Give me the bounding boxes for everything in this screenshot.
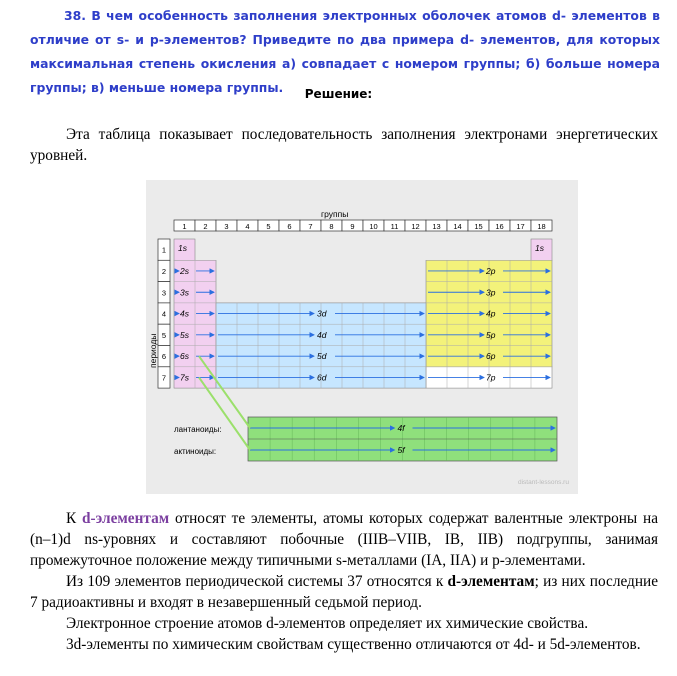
group-number: 6	[287, 222, 292, 231]
group-number: 13	[432, 222, 441, 231]
period-number: 7	[161, 373, 167, 383]
f-label: 5f	[397, 445, 405, 455]
period-number: 3	[161, 288, 167, 298]
watermark: distant-lessons.ru	[518, 479, 569, 486]
period-number: 4	[161, 309, 167, 319]
p-label: 7p	[486, 372, 496, 383]
group-number: 12	[411, 222, 420, 231]
solution-heading: Решение:	[304, 87, 373, 101]
group-number: 1	[182, 222, 187, 231]
p2-after: ; из них последние 7 радиоактивны и входят в незавершенный седьмой период.	[30, 573, 658, 611]
p-label: 3p	[486, 287, 496, 298]
lanthanides-label: лантаноиды:	[174, 425, 222, 434]
intro-paragraph	[30, 124, 658, 166]
paragraph-structure	[30, 613, 658, 634]
group-number: 4	[245, 222, 250, 231]
task-text: 38. В чем особенность заполнения электронных оболочек атомов d- элементов в отличие от s- и p-элементов? Приведите по два примера d- элементов, для которых максимальная степень окисления а) совпадает с номером группы; б) больше номера группы; в) меньше номера группы.	[30, 8, 660, 95]
s-label: 1s	[535, 243, 544, 253]
d-label: 3d	[317, 308, 327, 319]
group-number: 2	[203, 222, 208, 231]
paragraph-count	[30, 571, 658, 613]
s-label: 1s	[178, 243, 187, 253]
intro-text: Эта таблица показывает последовательность заполнения электронами энергетических уровней.	[30, 126, 658, 164]
actinides-label: актиноиды:	[174, 447, 217, 456]
p-label: 6p	[486, 351, 496, 362]
group-number: 3	[224, 222, 229, 231]
p3-text: Электронное строение атомов d-элементов определяет их химические свойства.	[66, 615, 589, 632]
s-label: 4s	[180, 308, 189, 319]
group-number: 7	[308, 222, 313, 231]
s-label: 5s	[180, 329, 189, 340]
p4-text: 3d-элементы по химическим свойствам существенно отличаются от 4d- и 5d-элементов.	[66, 636, 641, 653]
paragraph-3d	[30, 634, 658, 655]
group-number: 8	[329, 222, 334, 231]
p1-before: К	[66, 510, 83, 527]
groups-label: группы	[321, 209, 349, 219]
group-number: 5	[266, 222, 271, 231]
d-label: 6d	[317, 372, 327, 383]
group-number: 18	[537, 222, 546, 231]
p-label: 5p	[486, 329, 496, 340]
p-label: 4p	[486, 308, 496, 319]
task-statement	[30, 4, 660, 100]
period-number: 2	[161, 266, 167, 276]
p2-term: d-элементам	[447, 573, 535, 590]
p1-after: относят те элементы, атомы которых содержат валентные электроны на (n–1)d ns-уровнях и составляют побочные (IIIB–VIIB, IB, IIB) подгруппы, занимая промежуточное положение между типичными s-металлами (IA, IIA) и p-элементами.	[30, 510, 659, 569]
period-number: 5	[161, 330, 167, 340]
orbital-filling-diagram	[146, 180, 578, 494]
s-label: 7s	[180, 372, 189, 383]
paragraph-d-elements	[30, 508, 658, 571]
group-number: 9	[350, 222, 355, 231]
group-number: 17	[516, 222, 525, 231]
group-number: 14	[453, 222, 462, 231]
d-label: 4d	[317, 329, 327, 340]
group-number: 15	[474, 222, 483, 231]
s-label: 2s	[180, 265, 189, 276]
s-label: 6s	[180, 351, 189, 362]
s-label: 3s	[180, 287, 189, 298]
group-number: 11	[390, 222, 399, 231]
f-label: 4f	[397, 423, 405, 433]
group-number: 10	[369, 222, 378, 231]
group-number: 16	[495, 222, 504, 231]
d-label: 5d	[317, 351, 327, 362]
p-label: 2p	[486, 265, 496, 276]
p2-before: Из 109 элементов периодической системы 37 относятся к	[66, 573, 448, 590]
period-number: 6	[161, 352, 167, 362]
periods-label: периоды	[148, 333, 158, 368]
period-number: 1	[161, 245, 167, 255]
p1-term: d-элементам	[82, 510, 170, 527]
